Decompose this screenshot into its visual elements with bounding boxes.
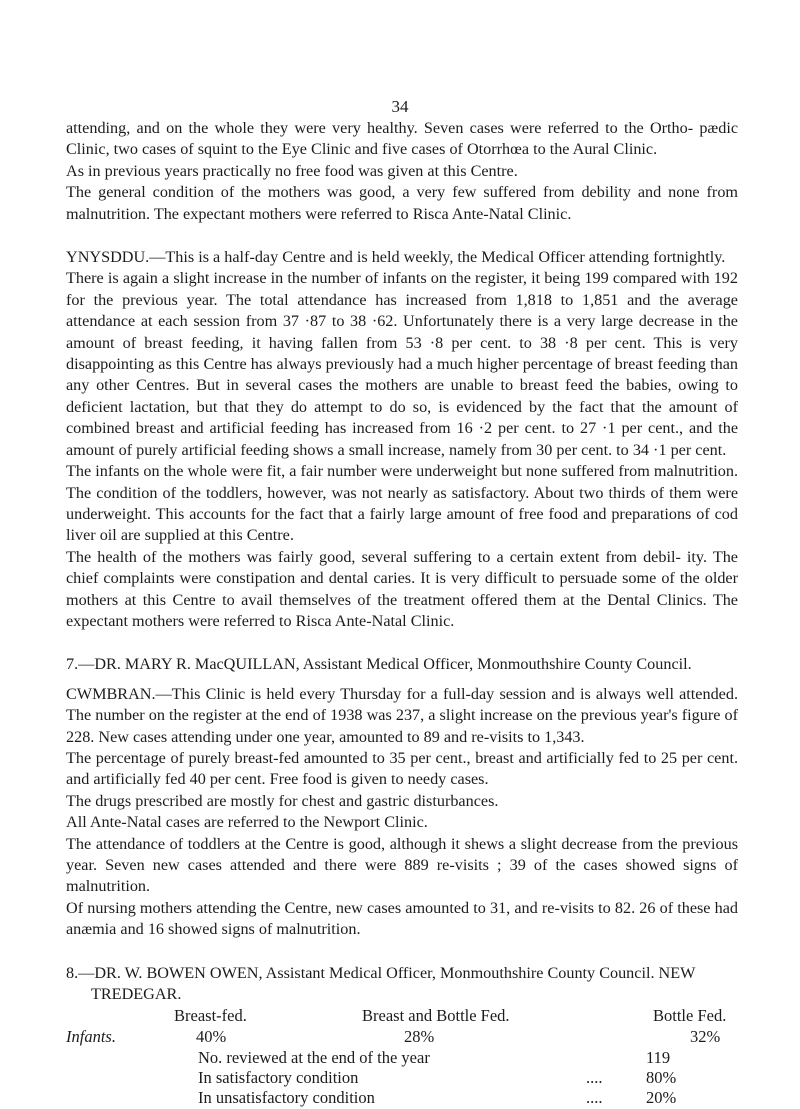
- row-dots-unsatisfactory: ....: [586, 1088, 603, 1108]
- infants-feeding-table: [66, 1005, 738, 1108]
- paragraph-cwmbran-percentages: The percentage of purely breast-fed amounted to 35 per cent., breast and artificially fed to 25 per cent. and artificially fed 40 per cent. Free food is given to needy cases.: [66, 748, 738, 789]
- paragraph-ynysddu-mothers: The health of the mothers was fairly good, several suffering to a certain extent from debil- ity. The chief complaints were constipation and dental caries. It is very difficult to persuade some of the older mothers at this Centre to avail themselves of the treatment offered them at the Dental Clinics. The expectant mothers were referred to Risca Ante-Natal Clinic.: [66, 547, 738, 630]
- header-breast-fed: Breast-fed.: [174, 1006, 247, 1026]
- paragraph-ynysddu-register: There is again a slight increase in the number of infants on the register, it being 199 compared with 192 for the previous year. The total attendance has increased from 1,818 to 1,851 and the average attendance at each session from 37 ·87 to 38 ·62. Unfortunately there is a very large decrease in the amount of breast feeding, it having fallen from 53 ·8 per cent. to 38 ·8 per cent. This is very disappointing as this Centre has always previously had a much higher percentage of breast feeding than any other Centres. But in several cases the mothers are unable to breast feed the babies, owing to deficient lactation, but that they do attempt to do so, is evidenced by the fact that the amount of combined breast and artificial feeding has increased from 16 ·2 per cent. to 27 ·1 per cent., and the amount of purely artificial feeding shows a small increase, namely from 30 per cent. to 34 ·1 per cent.: [66, 269, 738, 459]
- value-breast-fed: 40%: [196, 1027, 227, 1047]
- body-text: [66, 118, 738, 1108]
- paragraph-free-food: As in previous years practically no free food was given at this Centre.: [66, 161, 518, 180]
- paragraph-ynysddu-intro: YNYSDDU.—This is a half-day Centre and is held weekly, the Medical Officer attending fortnightly.: [66, 248, 726, 267]
- row-label-reviewed: No. reviewed at the end of the year: [198, 1048, 430, 1068]
- row-dots-satisfactory: ....: [586, 1068, 603, 1088]
- header-breast-and-bottle-fed: Breast and Bottle Fed.: [362, 1006, 510, 1026]
- paragraph-cwmbran-drugs: The drugs prescribed are mostly for chest and gastric disturbances.: [66, 791, 499, 810]
- paragraph-mothers-condition: The general condition of the mothers was good, a very few suffered from debility and none from malnutrition. The expectant mothers were referred to Risca Ante-Natal Clinic.: [66, 183, 738, 223]
- paragraph-cwmbran-nursing-mothers: Of nursing mothers attending the Centre, new cases amounted to 31, and re-visits to 82. 26 of these had anæmia and 16 showed signs of malnutrition.: [66, 898, 738, 939]
- row-label-satisfactory: In satisfactory condition: [198, 1068, 359, 1088]
- header-bottle-fed: Bottle Fed.: [653, 1006, 727, 1026]
- row-label-unsatisfactory: In unsatisfactory condition: [198, 1088, 375, 1108]
- paragraph-cwmbran-toddlers: The attendance of toddlers at the Centre is good, although it shews a slight decrease from the previous year. Seven new cases attended and there were 889 re-visits ; 39 of the cases showed signs of malnutrition.: [66, 834, 738, 896]
- row-value-unsatisfactory: 20%: [646, 1088, 677, 1108]
- paragraph-cwmbran-antenatal: All Ante-Natal cases are referred to the Newport Clinic.: [66, 813, 428, 832]
- paragraph-ynysddu-infants: The infants on the whole were fit, a fair number were underweight but none suffered from malnutrition. The condition of the toddlers, however, was not nearly as satisfactory. About two thirds of them were underweight. This accounts for the fact that a fairly large amount of free food and preparations of cod liver oil are supplied at this Centre.: [66, 462, 738, 545]
- value-bottle-fed: 32%: [690, 1027, 721, 1047]
- row-value-reviewed: 119: [646, 1048, 671, 1068]
- value-breast-and-bottle-fed: 28%: [404, 1027, 435, 1047]
- infants-row-label: Infants.: [66, 1027, 116, 1047]
- section-heading-7: 7.—DR. MARY R. MacQUILLAN, Assistant Medical Officer, Monmouthshire County Council.: [66, 655, 692, 674]
- page-number: 34: [391, 97, 409, 116]
- row-value-satisfactory: 80%: [646, 1068, 677, 1088]
- paragraph-ortho-referrals: attending, and on the whole they were very healthy. Seven cases were referred to the Ortho- pædic Clinic, two cases of squint to the Eye Clinic and five cases of Otorrhœa to the Aural Clinic.: [66, 119, 738, 159]
- section-heading-8: 8.—DR. W. BOWEN OWEN, Assistant Medical Officer, Monmouthshire County Council. NEW TREDEGAR.: [66, 963, 696, 1004]
- paragraph-cwmbran: CWMBRAN.—This Clinic is held every Thursday for a full-day session and is always well attended. The number on the register at the end of 1938 was 237, a slight increase on the previous year's figure of 228. New cases attending under one year, amounted to 89 and re-visits to 1,343.: [66, 684, 738, 746]
